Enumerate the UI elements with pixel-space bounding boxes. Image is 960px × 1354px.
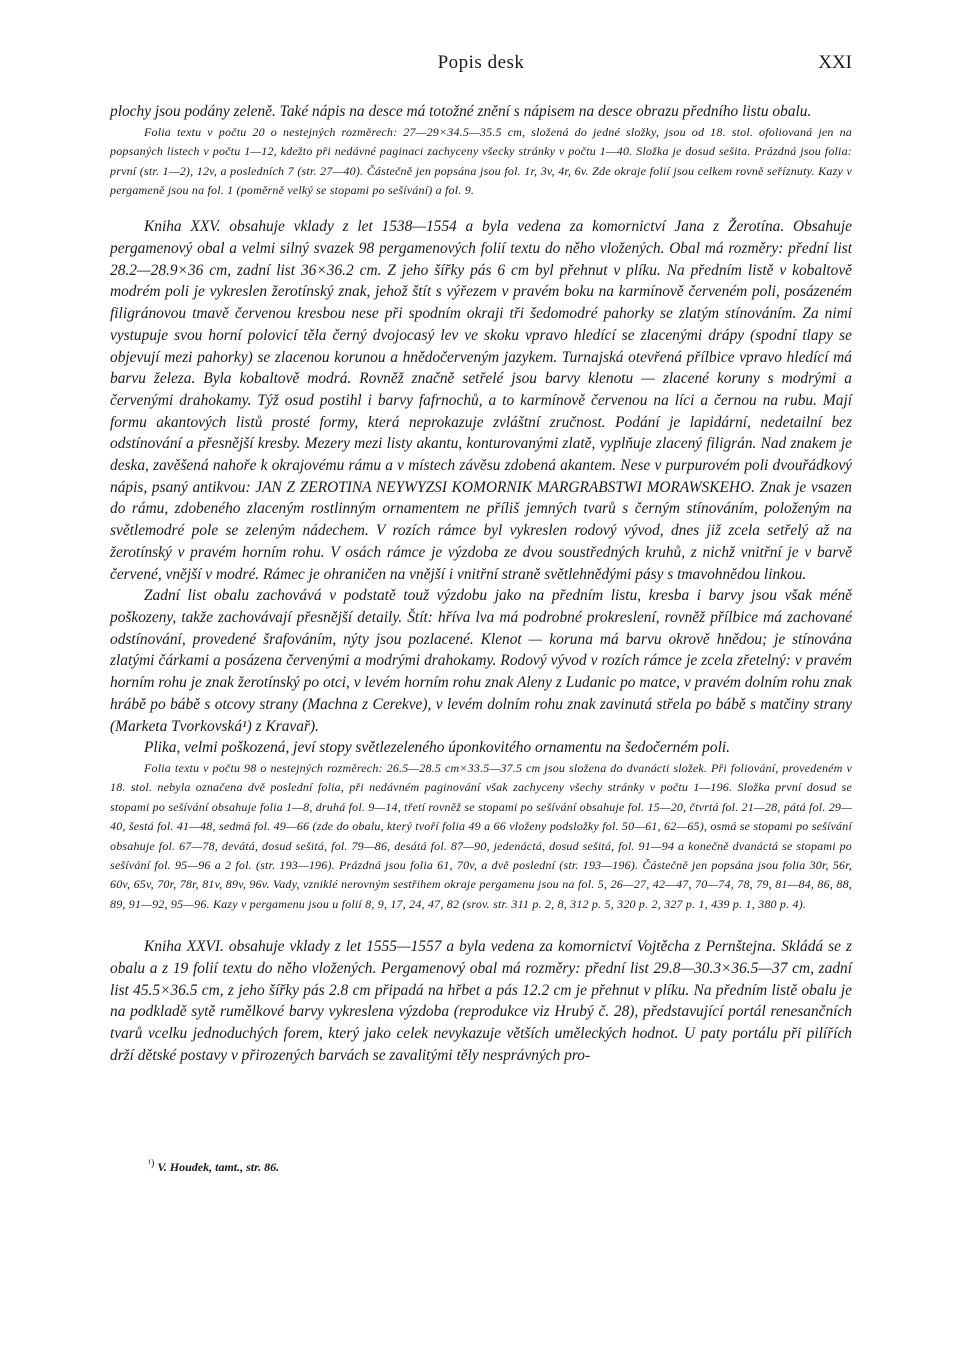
paragraph-plika: Plika, velmi poškozená, jeví stopy světlezeleného úponkovitého ornamentu na šedočerném poli. bbox=[144, 739, 730, 757]
paragraph-book-xxv: Kniha XXV. obsahuje vklady z let 1538—1554 a byla vedena za komornictví Jana z Žerotína. Obsahuje pergamenový obal a velmi silný svazek 98 pergamenových folií textu do něho vložených. Obal má rozměry: přední list 28.2—28.9×36 cm, zadní list 36×36.2 cm. Z jeho šířky pás 6 cm byl přehnut v plíku. Na předním listě v kobaltově modrém poli je vykreslen žerotínský znak, jehož štít s výřezem v pravém boku na karmínově červeném poli, posázeném filigránovou tmavě červenou kresbou nese při spodním okraji tři šedomodré pahorky se zlatým stínováním. Za nimi vystupuje svou horní polovicí těla černý dvojocasý lev ve skoku vpravo hledící se zlacenými drápy (spodní tlapy se objevují mezi pahorky) se zlacenou korunou a hnědočerveným jazykem. Turnajská otevřená přílbice vpravo hledící má barvu železa. Byla kobaltově modrá. Rovněž značně setřelé jsou barvy klenotu — zlacené koruny s modrými a červenými drahokamy. Týž osud postihl i barvy fafrnochů, a to karmínově červenou na líci a černou na rubu. Mají formu akantových listů prosté formy, která neprokazuje zvláštní zručnost. Podání je lapidární, nedetailní bez odstínování a přesnější kresby. Mezery mezi listy akantu, konturovanými zlatě, vyplňuje zlacený filigrán. Nad znakem je deska, zavěšená nahoře k okrajovému rámu a v místech závěsu zdobená akantem. Nese v purpurovém poli dvouřádkový nápis, psaný antikvou: JAN Z ZEROTINA NEYWYZSI KOMORNIK MARGRABSTWI MORAWSKEHO. Znak je vsazen do rámu, zdobeného zlaceným rostlinným ornamentem ne příliš jemných tvarů s černým stínováním, položeným na světlemodré pole se zeleným nádechem. V rozích rámce byl vykreslen rodový vývod, dnes již zcela setřelý až na žerotínský v pravém horním rohu. V osách rámce je výzdoba ze dvou soustředných kruhů, z nichž vnitřní je v barvě červené, vnější v modré. Rámec je ohraničen na vnější i vnitřní straně světlehnědými pásy s tmavohnědou linkou. bbox=[110, 218, 852, 583]
paragraph-book-xxvi: Kniha XXVI. obsahuje vklady z let 1555—1557 a byla vedena za komornictví Vojtěcha z Pernštejna. Skládá se z obalu a z 19 folií textu do něho vložených. Pergamenový obal má rozměry: přední list 29.8—30.3×36.5—37 cm, zadní list 45.5×36.5 cm, z jeho šířky pás 2.8 cm připadá na hřbet a pás 12.2 cm je přehnut v plíku. Na předním listě obalu je na podkladě sytě rumělkové barvy vykreslena výzdoba (reprodukce viz Hrubý č. 28), představující portál renesančních tvarů vcelku jednoduchých forem, který jako celek nevykazuje větších uměleckých hodnot. U paty portálu při pilířích drží dětské postavy v přirozených barvách se zavalitými těly nesprávných pro- bbox=[110, 938, 852, 1064]
footnote-text: V. Houdek, tamt., str. 86. bbox=[157, 1160, 280, 1174]
running-head bbox=[110, 52, 852, 82]
footnote bbox=[148, 1158, 279, 1175]
paragraph-continuation: plochy jsou podány zeleně. Také nápis na desce má totožné znění s nápisem na desce obrazu předního listu obalu. bbox=[110, 103, 812, 120]
footnote-marker: ¹) bbox=[148, 1158, 155, 1169]
body-text bbox=[110, 101, 852, 1066]
page-header-title: Popis desk bbox=[437, 52, 525, 73]
paragraph-folia-note-book-xxiv: Folia textu v počtu 20 o nestejných rozměrech: 27—29×34.5—35.5 cm, složená do jedné složky, jsou od 18. stol. ofoliovaná jen na popsaných listech v počtu 1—12, kdežto při nedávné paginaci zachyceny všecky stránky v počtu 1—40. Složka je dosud sešita. Prázdná jsou folia: první (str. 1—2), 12v, a posledních 7 (str. 27—40). Částečně jen popsána jsou fol. 1r, 3v, 4r, 6v. Zde okraje folií jsou celkem rovně seříznuty. Kazy v pergameně jsou na fol. 1 (poměrně velký se stopami po sešívání) a fol. 9. bbox=[110, 124, 852, 197]
paragraph-back-cover: Zadní list obalu zachovává v podstatě touž výzdobu jako na předním listu, kresba i barvy jsou však méně poškozeny, takže zachovávají přesnější detaily. Štít: hříva lva má podrobné prokreslení, rovněž přílbice má zachované odstínování, provedené šrafováním, nýty jsou pozlacené. Klenot — koruna má barvu okrově hnědou; je stínována zlatými čárkami a posázena červenými a modrými drahokamy. Rodový vývod v rozích rámce je zcela zřetelný: v pravém horním rohu je znak žerotínský po otci, v levém horním rohu znak Aleny z Ludanic po matce, v pravém dolním rohu znak hrábě po bábě s otcovy strany (Machna z Cerekve), v levém dolním rohu znak zavinutá střela po bábě s matčiny strany (Marketa Tvorkovská¹) z Kravař). bbox=[110, 587, 852, 735]
page-number: XXI bbox=[818, 52, 852, 73]
paragraph-folia-note-book-xxv: Folia textu v počtu 98 o nestejných rozměrech: 26.5—28.5 cm×33.5—37.5 cm jsou složena do dvanácti složek. Při foliování, provedeném v 18. stol. nebyla označena dvě poslední folia, při nedávném paginování však zachyceny všechy stránky v počtu 1—196. Složka první dosud se stopami po sešívání obsahuje folia 1—8, druhá fol. 9—14, třetí rovněž se stopami po sešívání obsahuje fol. 15—20, čtvrtá fol. 21—28, pátá fol. 29—40, šestá fol. 41—48, sedmá fol. 49—66 (zde do obalu, který tvoří folia 49 a 66 vloženy podsložky fol. 50—61, 62—65), osmá se stopami po sešívání obsahuje fol. 67—78, devátá, dosud sešitá, fol. 79—86, desátá fol. 87—90, jedenáctá, dosud sešitá, fol. 91—94 a konečně dvanáctá se stopami po sešívání fol. 95—96 a 2 fol. (str. 193—196). Prázdná jsou folia 61, 70v, a dvě poslední (str. 193—196). Částečně jen popsána jsou folia 30r, 56r, 60v, 65v, 70r, 78r, 81v, 89v, 96v. Vady, vzniklé nerovným sestřihem okraje pergamenu jsou na fol. 5, 26—27, 42—47, 70—74, 78, 79, 81—84, 86, 88, 89, 91—92, 95—96. Kazy v pergamenu jsou u folií 8, 9, 17, 24, 47, 82 (srov. str. 311 p. 2, 8, 312 p. 5, 320 p. 2, 327 p. 1, 439 p. 1, 380 p. 4). bbox=[110, 760, 852, 911]
